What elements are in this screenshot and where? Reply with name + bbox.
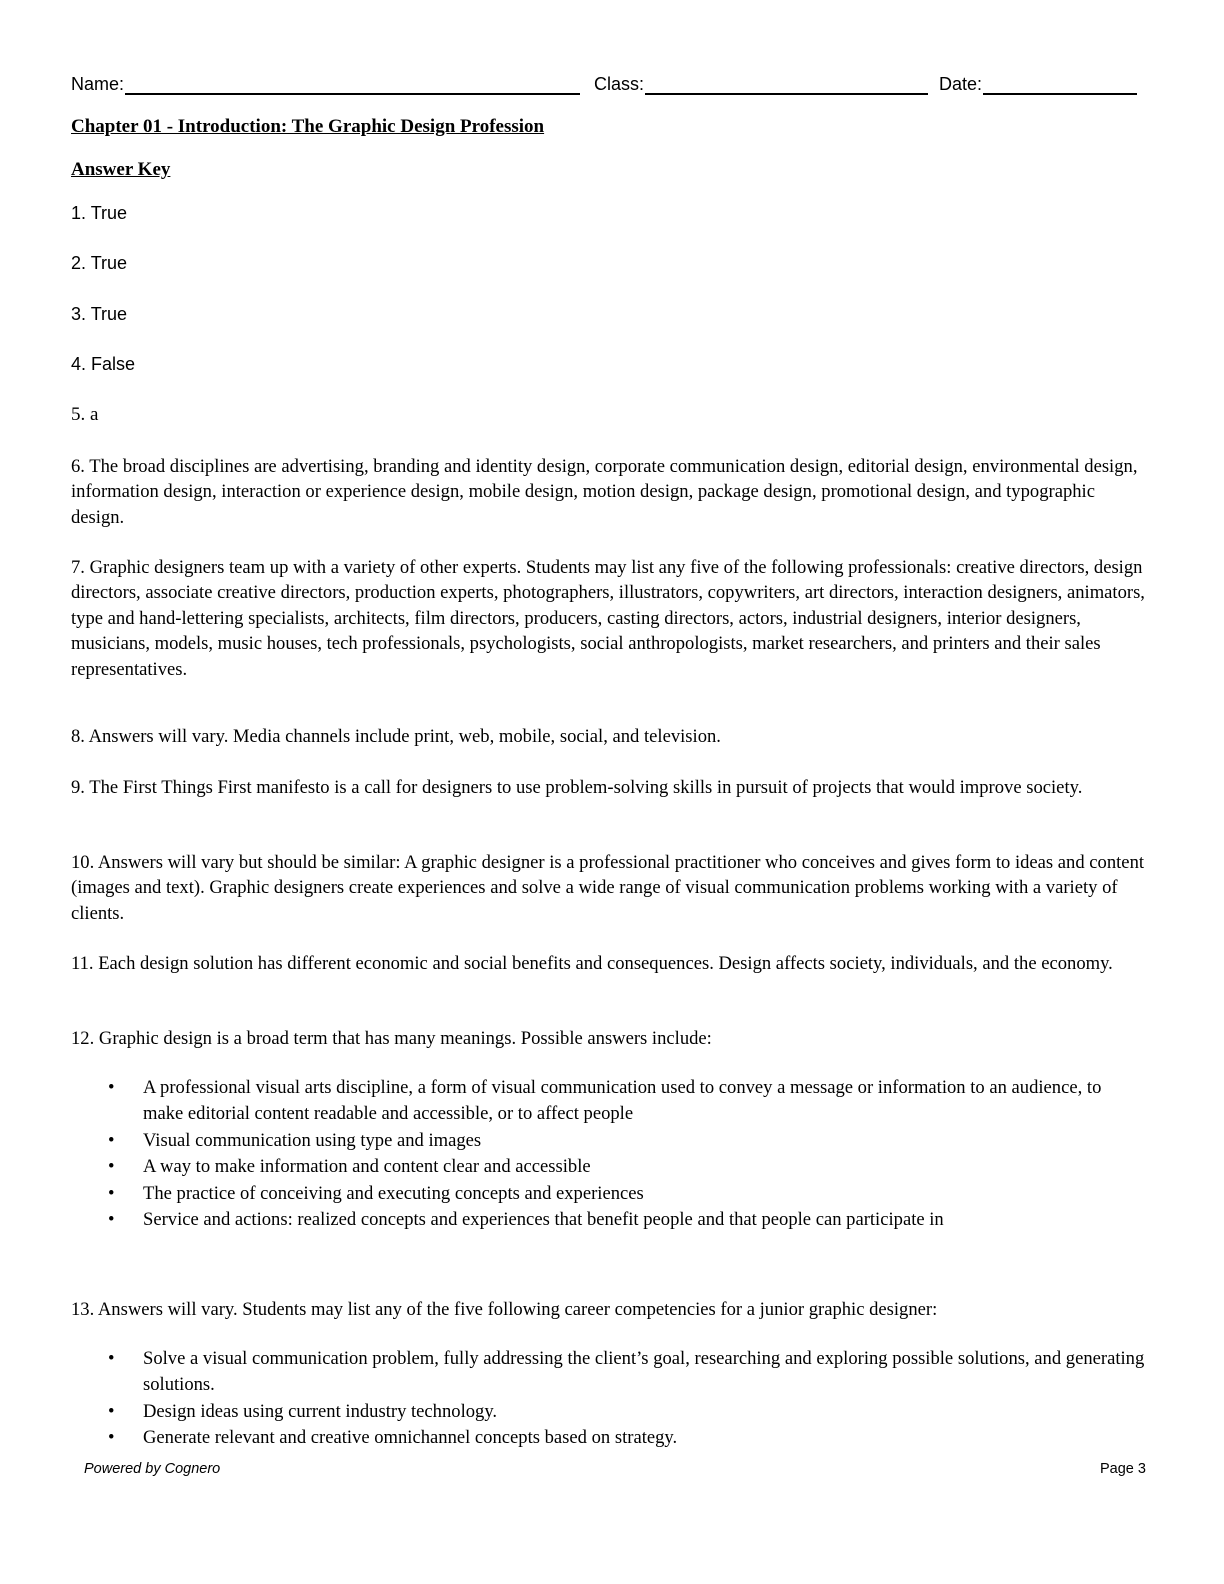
page-number: Page 3 — [1100, 1461, 1146, 1477]
bullet-icon: • — [108, 1348, 115, 1369]
list-item: • Design ideas using current industry technology. — [71, 1399, 1146, 1425]
answer-12-bullet-list — [71, 1075, 1146, 1233]
answer-2: 2. True — [71, 253, 128, 273]
answer-7: 7. Graphic designers team up with a variety of other experts. Students may list any five of the following professionals: creative directors, design directors, associate creative directors, production experts, photographers, illustrators, copywriters, art directors, interaction designers, animators, type and hand-lettering specialists, architects, film directors, producers, casting directors, actors, industrial designers, interior designers, musicians, models, music houses, tech professionals, psychologists, social anthropologists, market researchers, and printers and their sales representatives. — [71, 557, 1145, 680]
bullet-icon: • — [108, 1129, 115, 1151]
name-blank-line — [125, 72, 580, 95]
answer-11: 11. Each design solution has different economic and social benefits and consequences. Design affects society, individuals, and the economy. — [71, 953, 1113, 974]
list-item: • A way to make information and content clear and accessible — [71, 1154, 1146, 1180]
answer-4: 4. False — [71, 354, 136, 374]
date-field — [939, 72, 1137, 95]
answer-key-heading: Answer Key — [71, 159, 171, 180]
name-label: Name: — [71, 74, 125, 94]
list-item: • Visual communication using type and images — [71, 1128, 1146, 1154]
list-item: • The practice of conceiving and executing concepts and experiences — [71, 1181, 1146, 1207]
bullet-icon: • — [108, 1427, 115, 1449]
list-item: • A professional visual arts discipline, a form of visual communication used to convey a message or information to an audience, to make editorial content readable and accessible, or to affect people — [108, 1077, 1102, 1125]
bullet-icon: • — [108, 1156, 115, 1178]
student-info-header — [71, 72, 1143, 98]
list-item: • Service and actions: realized concepts and experiences that benefit people and that people can participate in — [71, 1207, 1146, 1233]
list-item: • Generate relevant and creative omnichannel concepts based on strategy. — [71, 1425, 1146, 1451]
date-label: Date: — [939, 74, 983, 94]
bullet-icon: • — [108, 1182, 115, 1204]
answer-13-bullet-list — [71, 1346, 1146, 1452]
name-field — [71, 72, 580, 95]
class-field — [594, 72, 928, 95]
answer-10: 10. Answers will vary but should be similar: A graphic designer is a professional practitioner who conceives and gives form to ideas and content (images and text). Graphic designers create experiences and solve a wide range of visual communication problems working with a variety of clients. — [71, 852, 1145, 924]
list-item: • Solve a visual communication problem, fully addressing the client’s goal, researching and exploring possible solutions, and generating solutions. — [108, 1348, 1145, 1396]
answer-3: 3. True — [71, 304, 128, 324]
date-blank-line — [983, 72, 1137, 95]
bullet-icon: • — [108, 1077, 115, 1098]
answer-9: 9. The First Things First manifesto is a call for designers to use problem-solving skills in pursuit of projects that would improve society. — [71, 777, 1083, 798]
bullet-icon: • — [108, 1209, 115, 1231]
answer-1: 1. True — [71, 203, 128, 223]
answer-6: 6. The broad disciplines are advertising, branding and identity design, corporate communication design, editorial design, environmental design, information design, interaction or experience design, mobile design, motion design, package design, promotional design, and typographic design. — [71, 456, 1138, 528]
answer-5: 5. a — [71, 404, 99, 425]
chapter-title: Chapter 01 - Introduction: The Graphic Design Profession — [71, 116, 545, 137]
answer-13: 13. Answers will vary. Students may list any of the five following career competencies for a junior graphic designer: — [71, 1299, 938, 1320]
answer-8: 8. Answers will vary. Media channels include print, web, mobile, social, and television. — [71, 726, 721, 747]
class-label: Class: — [594, 74, 645, 94]
powered-by-footer: Powered by Cognero — [84, 1461, 221, 1477]
class-blank-line — [645, 72, 928, 95]
answer-12: 12. Graphic design is a broad term that has many meanings. Possible answers include: — [71, 1028, 712, 1049]
bullet-icon: • — [108, 1400, 115, 1422]
